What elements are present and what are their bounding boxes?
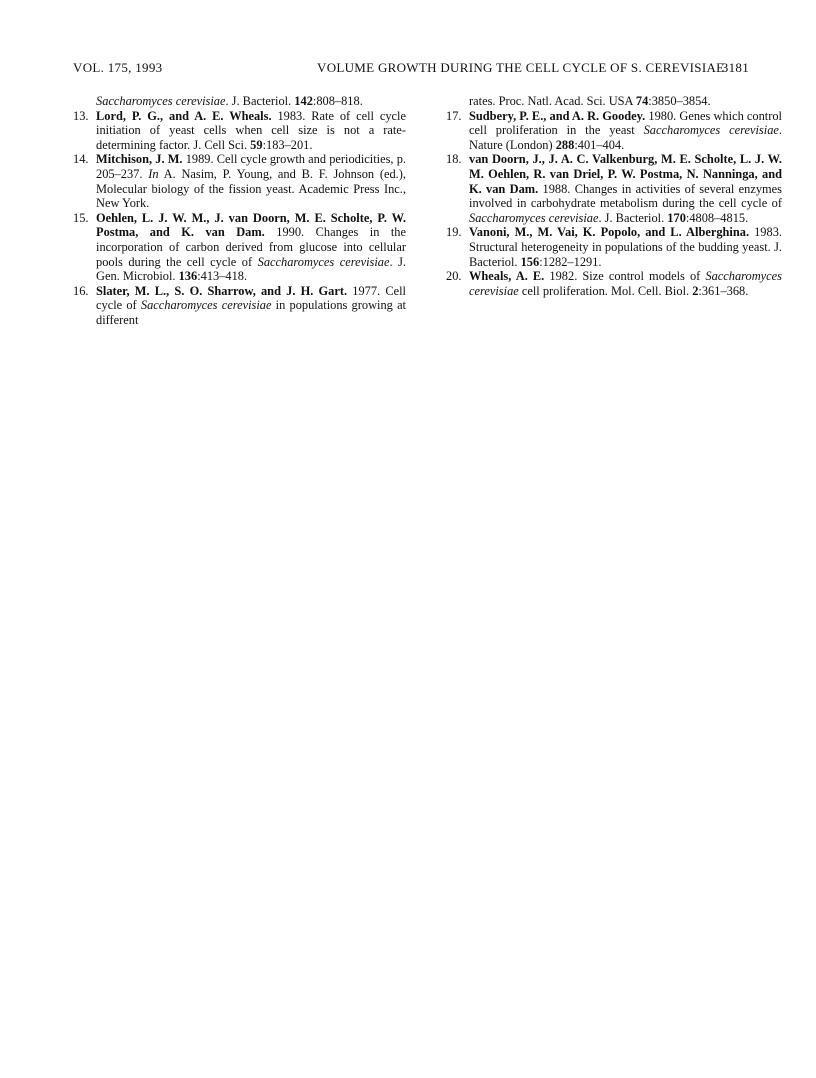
- reference-continuation: Saccharomyces cerevisiae. J. Bacteriol. 142:808–818.: [96, 94, 363, 108]
- reference-18: 18. van Doorn, J., J. A. C. Valkenburg, M. E. Scholte, L. J. W. M. Oehlen, R. van Driel, P. W. Postma, N. Nanninga, and K. van Dam. 1988. Changes in activities of several enzymes involved in carbohydrate metabolism during the cell cycle of Saccharomyces cerevisiae. J. Bacteriol. 170:4808–4815.: [446, 152, 783, 225]
- reference-19: 19. Vanoni, M., M. Vai, K. Popolo, and L. Alberghina. 1983. Structural heterogeneity in populations of the budding yeast. J. Bacteriol. 156:1282–1291.: [446, 225, 782, 269]
- running-title: VOLUME GROWTH DURING THE CELL CYCLE OF S. CEREVISIAE: [317, 60, 725, 75]
- reference-20: 20. Wheals, A. E. 1982. Size control models of Saccharomyces cerevisiae cell proliferation. Mol. Cell. Biol. 2:361–368.: [446, 269, 782, 298]
- page-number: 3181: [721, 60, 749, 75]
- reference-17: 17. Sudbery, P. E., and A. R. Goodey. 1980. Genes which control cell proliferation in the yeast Saccharomyces cerevisiae. Nature (London) 288:401–404.: [446, 108, 782, 152]
- reference-16: 16. Slater, M. L., S. O. Sharrow, and J. H. Gart. 1977. Cell cycle of Saccharomyces cerevisiae in populations growing at different: [73, 283, 407, 327]
- reference-13: 13. Lord, P. G., and A. E. Wheals. 1983. Rate of cell cycle initiation of yeast cells when cell size is not a rate-determining factor. J. Cell Sci. 59:183–201.: [73, 108, 406, 152]
- running-header: [73, 60, 749, 78]
- left-column: [73, 94, 406, 328]
- right-column: [446, 94, 782, 298]
- reference-continuation: rates. Proc. Natl. Acad. Sci. USA 74:3850–3854.: [469, 94, 711, 108]
- reference-14: 14. Mitchison, J. M. 1989. Cell cycle growth and periodicities, p. 205–237. In A. Nasim, P. Young, and B. F. Johnson (ed.), Molecular biology of the fission yeast. Academic Press Inc., New York.: [73, 152, 406, 211]
- journal-volume-year: VOL. 175, 1993: [73, 60, 163, 75]
- reference-15: 15. Oehlen, L. J. W. M., J. van Doorn, M. E. Scholte, P. W. Postma, and K. van Dam. 1990. Changes in the incorporation of carbon derived from glucose into cellular pools during the cell cycle of Saccharomyces cerevisiae. J. Gen. Microbiol. 136:413–418.: [73, 210, 406, 284]
